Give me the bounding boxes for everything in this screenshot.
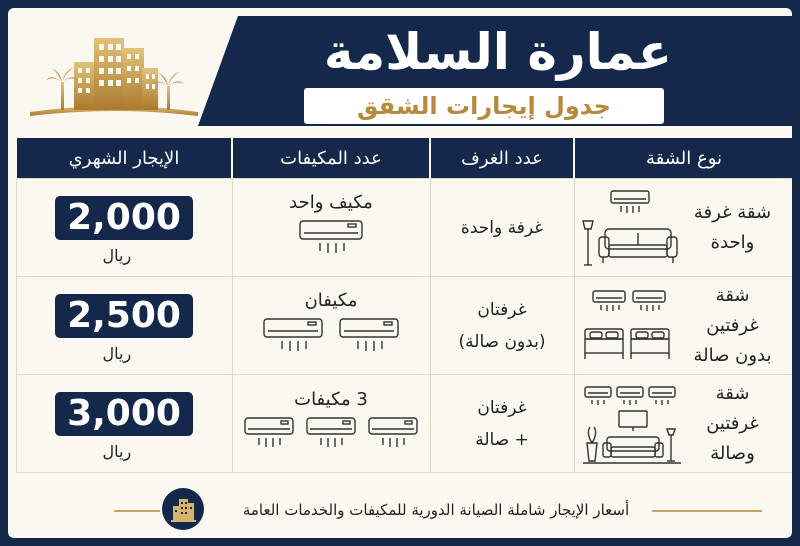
air-conditioner-icon bbox=[585, 387, 611, 405]
column-header-rent: الإيجار الشهري bbox=[16, 138, 232, 179]
air-conditioner-icon bbox=[262, 317, 324, 353]
type-line1: شقة غرفة bbox=[693, 201, 772, 223]
air-conditioner-icon bbox=[305, 416, 357, 450]
table-header-row bbox=[16, 138, 792, 179]
type-line1: شقة غرفتين bbox=[706, 284, 759, 336]
tv-icon bbox=[619, 411, 647, 431]
sofa-icon bbox=[599, 229, 677, 263]
building-logo-icon bbox=[16, 20, 212, 124]
air-conditioner-icon bbox=[243, 416, 295, 450]
cell-rooms bbox=[430, 179, 574, 277]
table-row bbox=[16, 179, 792, 277]
page-title: عمارة السلامة bbox=[323, 23, 673, 81]
ac-units bbox=[233, 416, 430, 450]
cell-ac bbox=[232, 277, 430, 375]
air-conditioner-icon bbox=[367, 416, 419, 450]
two-room-lounge-illustration bbox=[581, 381, 701, 467]
table-row bbox=[16, 277, 792, 375]
air-conditioner-icon bbox=[593, 291, 625, 311]
cell-ac bbox=[232, 179, 430, 277]
two-room-illustration bbox=[581, 283, 701, 369]
rooms-line1: غرفتان bbox=[477, 397, 527, 418]
cell-rent bbox=[16, 375, 232, 473]
plant-icon bbox=[587, 427, 597, 461]
ac-units bbox=[233, 317, 430, 353]
table-row bbox=[16, 375, 792, 473]
type-line2: واحدة bbox=[710, 231, 755, 253]
column-header-rooms: عدد الغرف bbox=[430, 138, 574, 179]
column-header-ac: عدد المكيفات bbox=[232, 138, 430, 179]
air-conditioner-icon bbox=[649, 387, 675, 405]
bed-icon bbox=[631, 329, 669, 359]
cell-ac bbox=[232, 375, 430, 473]
bed-icon bbox=[585, 329, 623, 359]
lamp-icon bbox=[667, 429, 675, 461]
air-conditioner-icon bbox=[611, 191, 649, 213]
cell-type bbox=[574, 179, 792, 277]
ac-label: 3 مكيفات bbox=[294, 389, 368, 410]
price-badge: 3,000 bbox=[55, 392, 193, 436]
air-conditioner-icon bbox=[617, 387, 643, 405]
rooms-line1: غرفتان bbox=[477, 299, 527, 320]
lamp-icon bbox=[583, 221, 593, 265]
currency-label: ريال bbox=[102, 442, 132, 461]
price-badge: 2,000 bbox=[55, 196, 193, 240]
page-subtitle: جدول إيجارات الشقق bbox=[357, 92, 611, 120]
footer-note: أسعار الإيجار شاملة الصيانة الدورية للمكيفات والخدمات العامة bbox=[242, 501, 630, 519]
rooms-line2: + صالة bbox=[475, 429, 529, 450]
building-badge-icon bbox=[162, 488, 204, 530]
ac-label: مكيف واحد bbox=[289, 192, 373, 213]
footer-divider bbox=[114, 510, 160, 512]
rent-card bbox=[8, 8, 792, 538]
header bbox=[8, 8, 792, 126]
currency-label: ريال bbox=[102, 344, 132, 363]
type-line2: وصالة bbox=[710, 442, 755, 464]
rooms-line2: (بدون صالة) bbox=[458, 331, 546, 352]
footer bbox=[8, 486, 792, 538]
price-badge: 2,500 bbox=[55, 294, 193, 338]
cell-rent bbox=[16, 179, 232, 277]
air-conditioner-icon bbox=[338, 317, 400, 353]
cell-rooms bbox=[430, 277, 574, 375]
currency-label: ريال bbox=[102, 246, 132, 265]
cell-type bbox=[574, 277, 792, 375]
cell-type bbox=[574, 375, 792, 473]
type-line1: شقة غرفتين bbox=[706, 382, 759, 434]
air-conditioner-icon bbox=[298, 219, 364, 255]
ac-units bbox=[233, 219, 430, 255]
air-conditioner-icon bbox=[633, 291, 665, 311]
rooms-line1: غرفة واحدة bbox=[460, 217, 544, 238]
column-header-type: نوع الشقة bbox=[574, 138, 792, 179]
rent-table bbox=[15, 138, 792, 473]
ac-label: مكيفان bbox=[304, 290, 358, 311]
type-line2: بدون صالة bbox=[693, 344, 772, 366]
one-room-illustration bbox=[581, 185, 701, 271]
cell-rent bbox=[16, 277, 232, 375]
sofa-icon bbox=[603, 437, 663, 457]
footer-divider bbox=[652, 510, 762, 512]
cell-rooms bbox=[430, 375, 574, 473]
